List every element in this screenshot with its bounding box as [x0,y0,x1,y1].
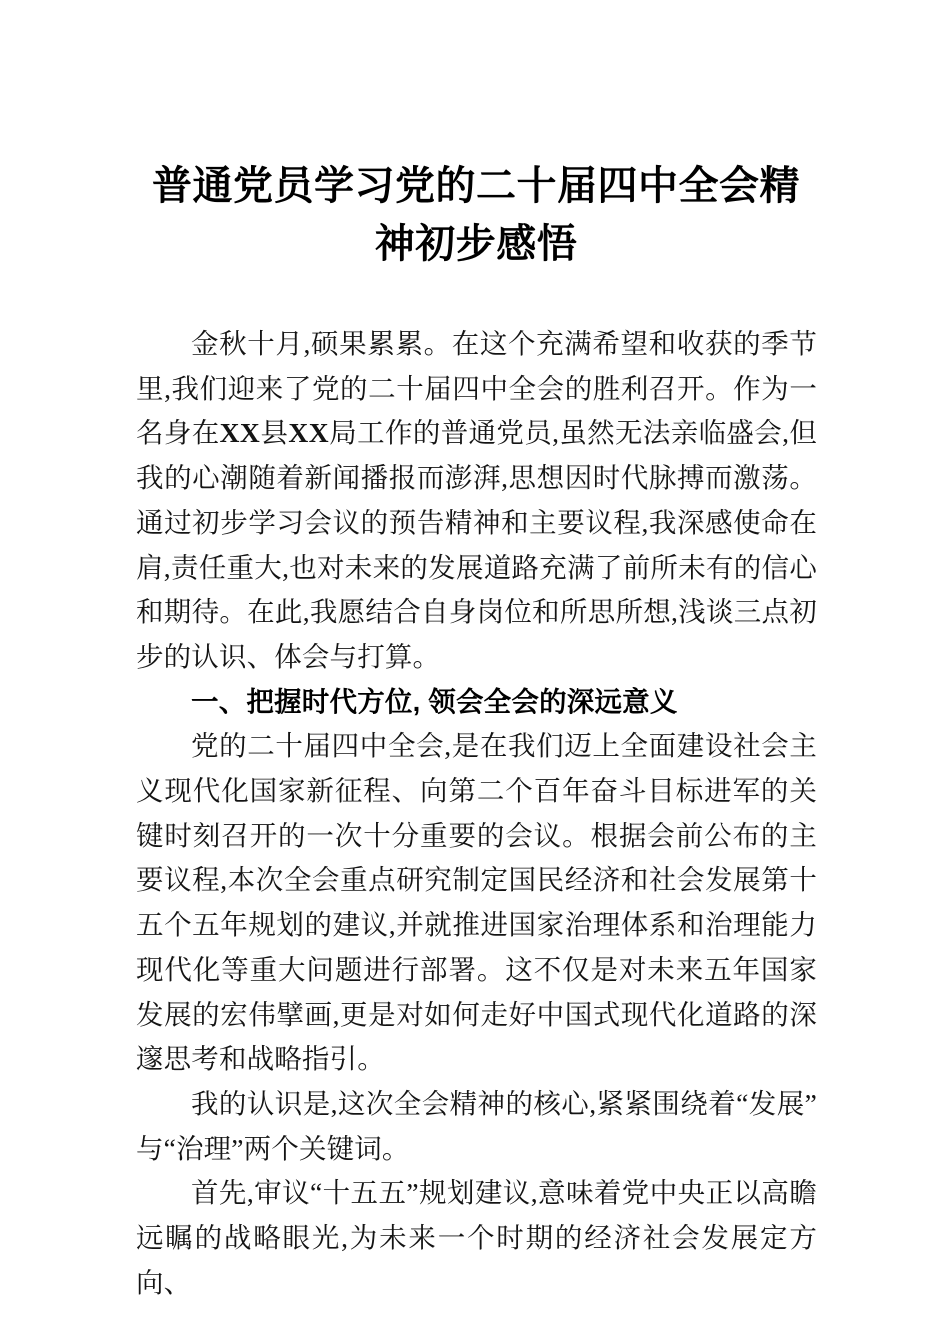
document-body [136,322,817,1305]
paragraph-1 [136,322,817,680]
section-heading-1: 一、把握时代方位, 领会全会的深远意义 [191,685,678,717]
paragraph-1-text-prefix: 金秋十月,硕果累累。在这个充满希望和收获的季节里,我们迎来了党的二十届四中全会的胜利召开。作为一名身在 [136,328,817,449]
paragraph-1-text-mid: 县 [260,417,289,449]
placeholder-county-prefix: XX [219,417,261,449]
paragraph-4: 首先,审议“十五五”规划建议,意味着党中央正以高瞻远瞩的战略眼光,为未来一个时期的经济社会发展定方向、 [136,1177,817,1298]
page-title: 普通党员学习党的二十届四中全会精神初步感悟 [152,163,800,266]
placeholder-bureau-prefix: XX [288,417,330,449]
paragraph-2: 党的二十届四中全会,是在我们迈上全面建设社会主义现代化国家新征程、向第二个百年奋斗目标进军的关键时刻召开的一次十分重要的会议。根据会前公布的主要议程,本次全会重点研究制定国民经济和社会发展第十五个五年规划的建议,并就推进国家治理体系和治理能力现代化等重大问题进行部署。这不仅是对未来五年国家发展的宏伟擘画,更是对如何走好中国式现代化道路的深邃思考和战略指引。 [136,730,817,1075]
paragraph-3: 我的认识是,这次全会精神的核心,紧紧围绕着“发展”与“治理”两个关键词。 [136,1087,817,1164]
paragraph-1-text-suffix: 局工作的普通党员,虽然无法亲临盛会,但我的心潮随着新闻播报而澎湃,思想因时代脉搏而激荡。通过初步学习会议的预告精神和主要议程,我深感使命在肩,责任重大,也对未来的发展道路充满了前所未有的信心和期待。在此,我愿结合自身岗位和所思所想,浅谈三点初步的认识、体会与打算。 [136,417,818,672]
